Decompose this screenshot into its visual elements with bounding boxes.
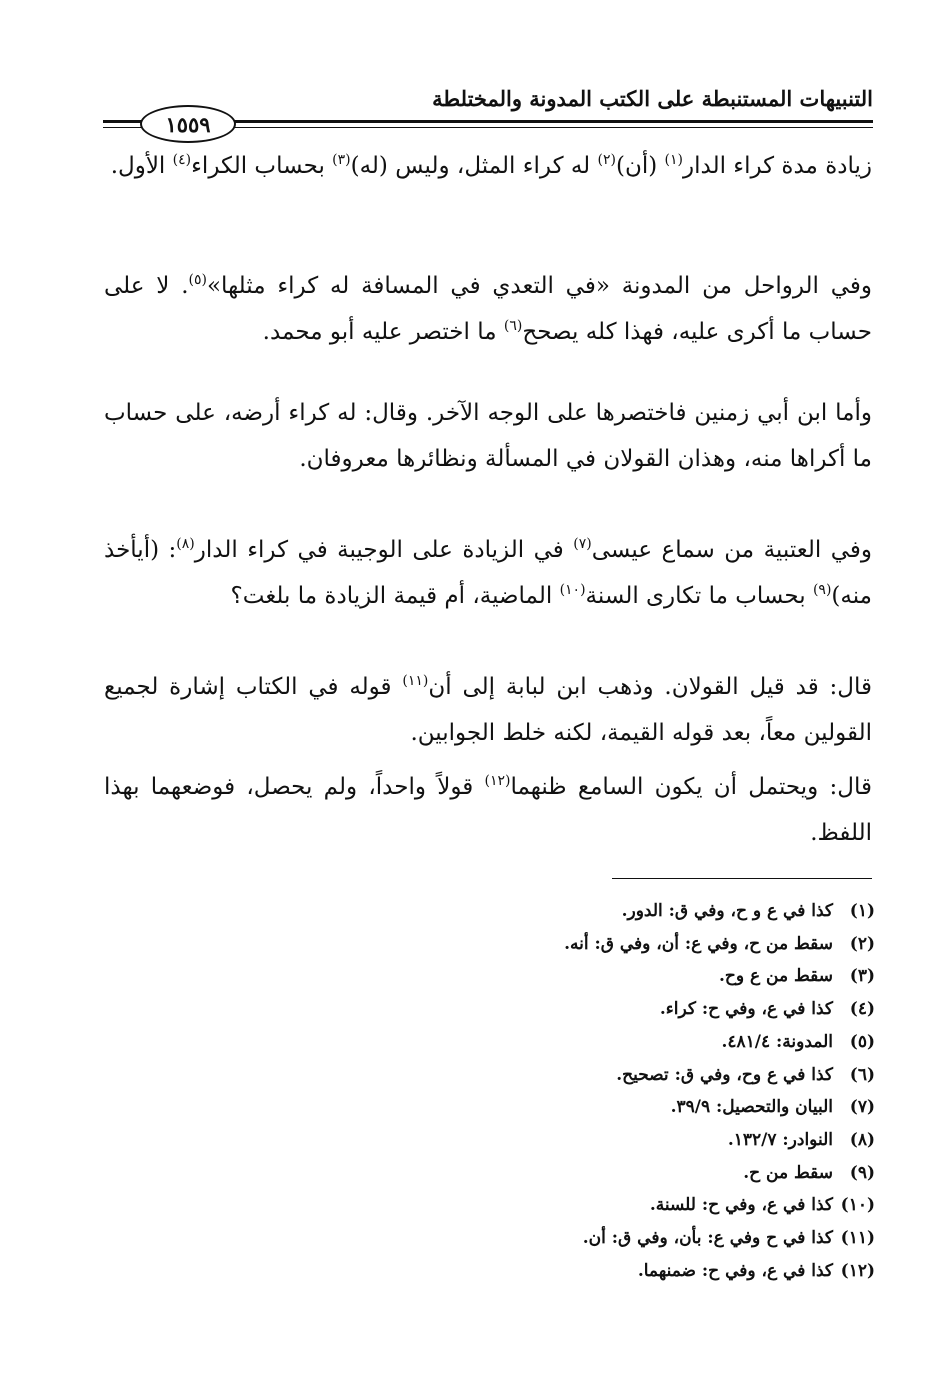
footnote-ref: (١١) bbox=[402, 673, 429, 689]
footnote-ref: (٣) bbox=[332, 152, 351, 168]
paragraph-3 bbox=[104, 390, 872, 482]
text-run: بحساب الكراء bbox=[191, 153, 333, 179]
paragraph-2 bbox=[104, 263, 872, 355]
footnote-text: كذا في ع، وفي ح: كراء. bbox=[659, 999, 833, 1020]
paragraph-1 bbox=[104, 143, 872, 189]
footnote-item bbox=[300, 993, 875, 1026]
text-run: زيادة مدة كراء الدار bbox=[683, 153, 872, 179]
text-run: (أن) bbox=[615, 153, 665, 179]
text-run: قولاً واحداً، ولم يحصل، فوضعهما بهذا اللفظ. bbox=[104, 774, 872, 846]
text-run: وفي العتبية من سماع عيسى bbox=[591, 537, 872, 563]
footnote-text: كذا في ع، وفي ح: للسنة. bbox=[649, 1195, 833, 1216]
text-run: . لا على حساب ما أكرى عليه، فهذا كله يصحح bbox=[104, 273, 872, 345]
footnote-text: كذا في ع وح، وفي ق: تصحيح. bbox=[616, 1064, 833, 1085]
paragraph-5 bbox=[104, 664, 872, 756]
footnote-ref: (٩) bbox=[812, 582, 832, 598]
footnote-ref: (٨) bbox=[176, 536, 195, 552]
footnote-ref: (١٢) bbox=[484, 773, 511, 789]
footnote-number: (١) bbox=[849, 901, 875, 921]
footnote-number: (٩) bbox=[849, 1162, 875, 1183]
footnote-ref: (٧) bbox=[573, 536, 592, 552]
text-run: قوله في الكتاب إشارة لجميع القولين معاً، بعد قوله القيمة، لكنه خلط الجوابين. bbox=[104, 674, 872, 746]
footnote-number: (٧) bbox=[849, 1097, 875, 1118]
text-run: قال: ويحتمل أن يكون السامع ظنهما bbox=[510, 774, 872, 800]
footnote-text: سقط من ح، وفي ع: أن، وفي ق: أنه. bbox=[564, 933, 833, 954]
paragraph-4 bbox=[104, 527, 872, 619]
footnote-item bbox=[300, 1059, 875, 1092]
text-run: له كراء المثل، وليس (له) bbox=[350, 153, 598, 179]
text-run: : (أيأخذ منه) bbox=[104, 537, 872, 609]
text-run: ما اختصر عليه أبو محمد. bbox=[262, 319, 504, 345]
footnote-text: سقط من ع وح. bbox=[718, 966, 833, 987]
footnote-text: المدونة: ٤٨١/٤. bbox=[721, 1031, 833, 1052]
footnote-item bbox=[300, 1222, 875, 1255]
footnotes bbox=[300, 895, 875, 1287]
footnote-number: (٥) bbox=[849, 1031, 875, 1052]
footnote-ref: (٢) bbox=[597, 152, 616, 168]
footnote-text: كذا في ح وفي ع: بأن، وفي ق: أن. bbox=[582, 1228, 833, 1249]
text-run: الأول. bbox=[110, 153, 173, 179]
footnote-number: (٦) bbox=[849, 1064, 875, 1085]
footnote-text: سقط من ح. bbox=[743, 1162, 833, 1183]
footnote-ref: (١) bbox=[664, 152, 683, 168]
page-number: ١٥٥٩ bbox=[140, 105, 236, 143]
footnote-item bbox=[300, 1091, 875, 1124]
text-run: قال: قد قيل القولان. وذهب ابن لبابة إلى أن bbox=[428, 674, 872, 700]
footnote-ref: (١٠) bbox=[559, 582, 586, 598]
running-header-title: التنبيهات المستنبطة على الكتب المدونة والمختلطة bbox=[432, 86, 873, 111]
footnote-number: (١٢) bbox=[840, 1260, 875, 1281]
footnote-number: (٢) bbox=[849, 933, 875, 954]
footnote-text: البيان والتحصيل: ٣٩/٩. bbox=[670, 1097, 833, 1118]
footnote-number: (١٠) bbox=[840, 1195, 875, 1216]
footnote-number: (١١) bbox=[840, 1228, 875, 1249]
footnote-item bbox=[300, 1255, 875, 1288]
footnote-number: (٣) bbox=[849, 966, 875, 987]
text-run: بحساب ما تكارى السنة bbox=[585, 583, 813, 609]
footnote-item bbox=[300, 895, 875, 928]
footnote-item bbox=[300, 928, 875, 961]
footnote-item bbox=[300, 1189, 875, 1222]
footnote-ref: (٥) bbox=[188, 272, 207, 288]
footnote-item bbox=[300, 960, 875, 993]
footnote-text: كذا في ع، وفي ح: ضمنهما. bbox=[637, 1260, 833, 1281]
footnote-item bbox=[300, 1124, 875, 1157]
footnote-ref: (٤) bbox=[172, 152, 192, 168]
footnote-text: كذا في ع و ح، وفي ق: الدور. bbox=[621, 901, 833, 921]
footnote-item bbox=[300, 1026, 875, 1059]
text-run: وأما ابن أبي زمنين فاختصرها على الوجه الآخر. وقال: له كراء أرضه، على حساب ما أكراها منه، وهذان القولان في المسألة ونظائرها معروفان. bbox=[104, 400, 872, 472]
footnote-number: (٨) bbox=[849, 1129, 875, 1150]
footnote-number: (٤) bbox=[849, 999, 875, 1020]
footnote-text: النوادر: ١٣٢/٧. bbox=[727, 1129, 833, 1150]
text-run: الماضية، أم قيمة الزيادة ما بلغت؟ bbox=[230, 583, 560, 609]
footnote-item bbox=[300, 1157, 875, 1190]
footnote-separator bbox=[612, 878, 872, 879]
paragraph-6 bbox=[104, 764, 872, 856]
text-run: في الزيادة على الوجيبة في كراء الدار bbox=[194, 537, 574, 563]
footnote-ref: (٦) bbox=[503, 318, 523, 334]
text-run: وفي الرواحل من المدونة «في التعدي في المسافة له كراء مثلها» bbox=[206, 273, 872, 299]
